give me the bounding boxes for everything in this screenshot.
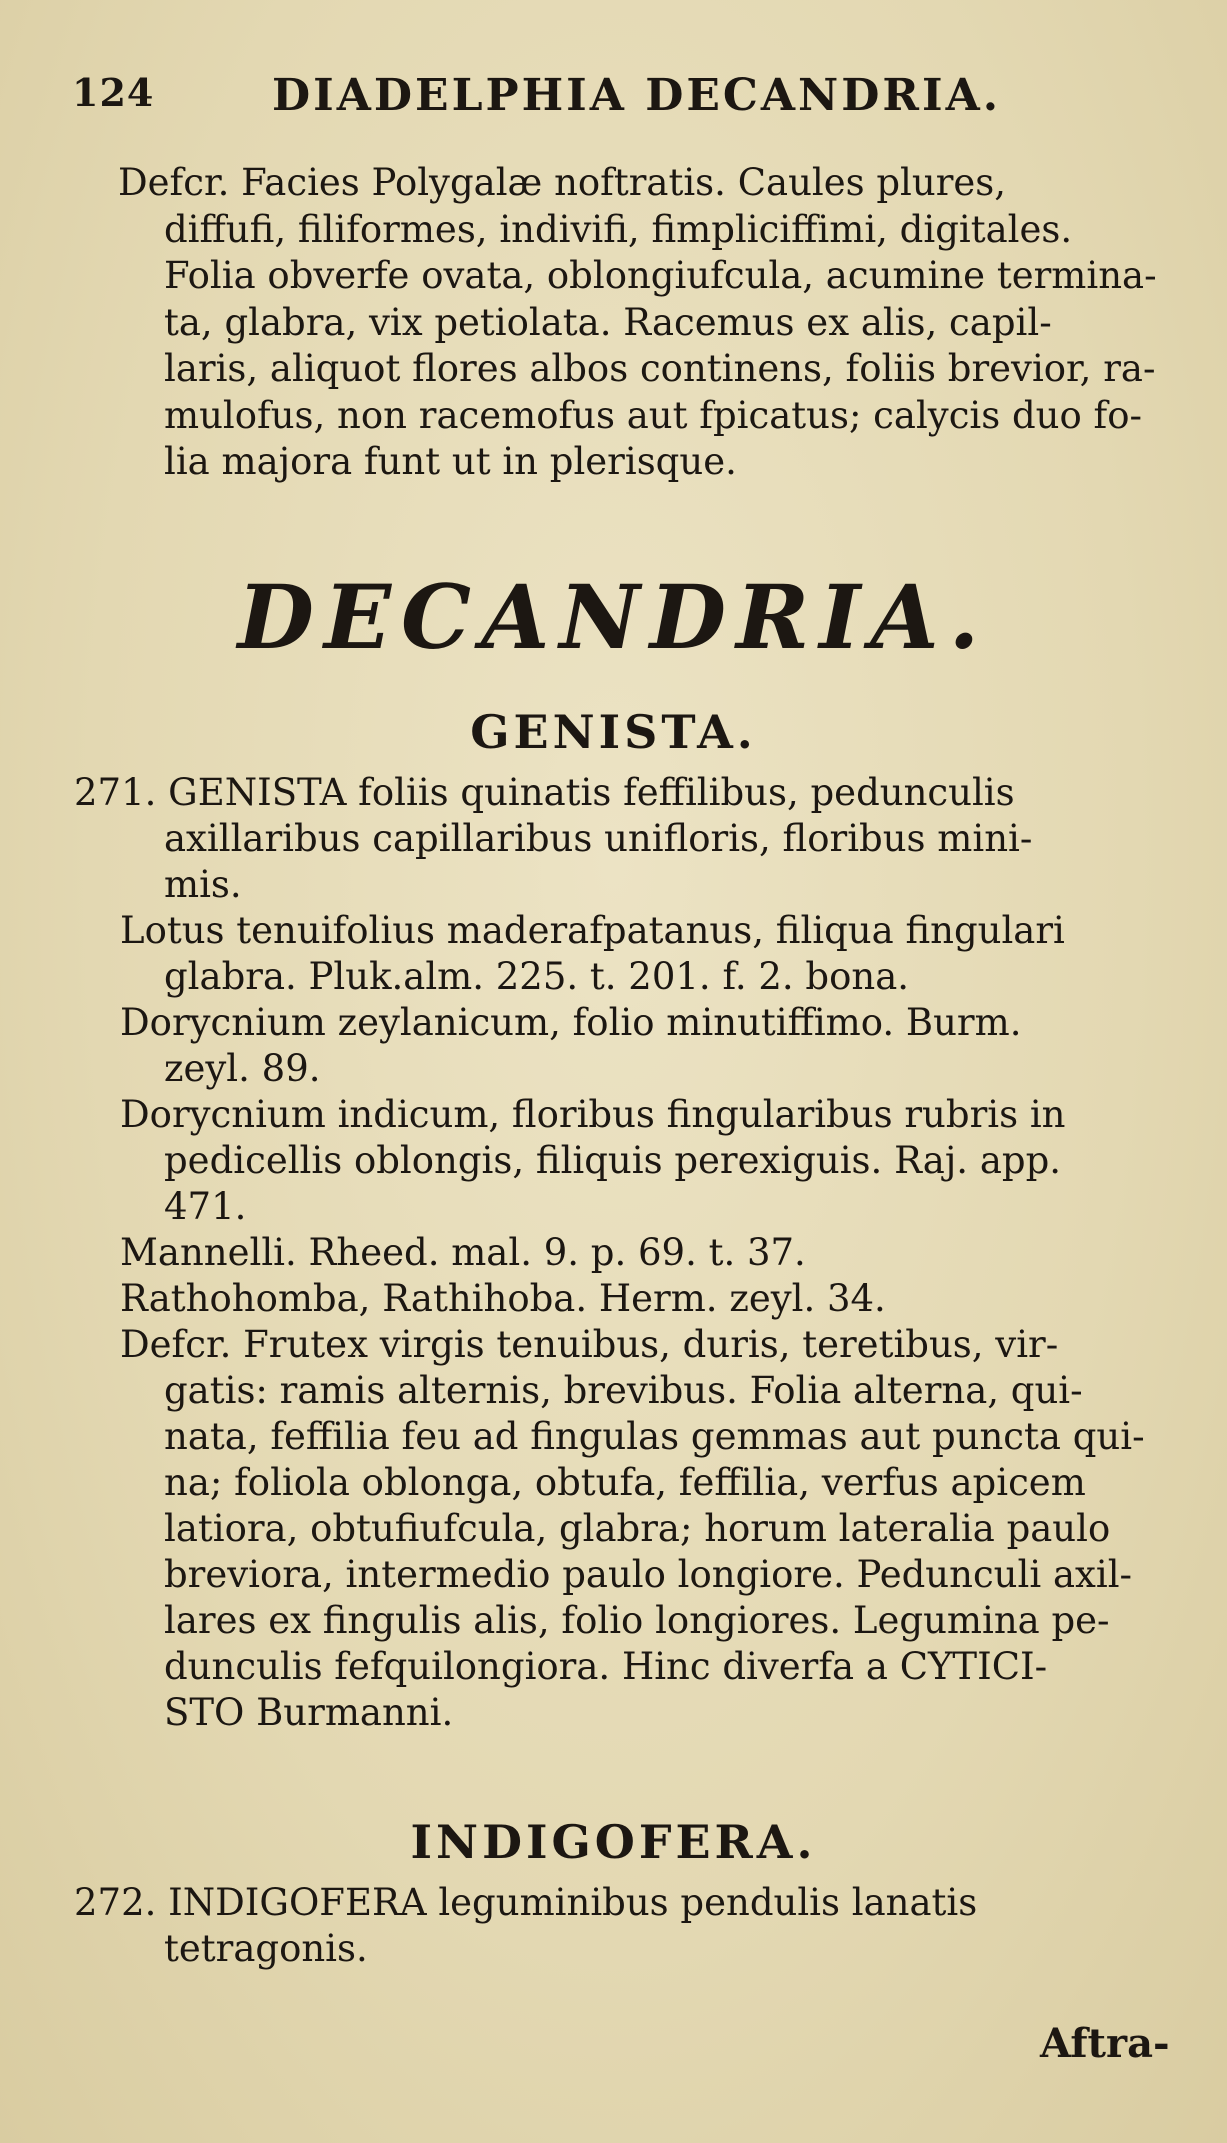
section-title: DECANDRIA. — [237, 565, 990, 669]
genus-heading: GENISTA. — [470, 705, 757, 759]
text-line: Defcr. Facies Polygalæ noftratis. Caules plures, — [118, 161, 1007, 204]
text-line: STO Burmanni. — [164, 1691, 454, 1734]
text-line: lia majora funt ut in plerisque. — [164, 440, 737, 483]
text-line: Lotus tenuifolius maderafpatanus, filiqua fingulari — [120, 909, 1065, 952]
text-line: 271. GENISTA foliis quinatis feffilibus, pedunculis — [74, 771, 1015, 814]
text-line: latiora, obtufiufcula, glabra; horum lateralia paulo — [164, 1507, 1111, 1550]
page-number: 124 — [72, 70, 155, 115]
text-line: Rathohomba, Rathihoba. Herm. zeyl. 34. — [120, 1277, 886, 1320]
text-line: dunculis fefquilongiora. Hinc diverfa a CYTICI- — [164, 1645, 1048, 1688]
text-line: Dorycnium zeylanicum, folio minutiffimo. Burm. — [120, 1001, 1022, 1044]
text-line: gatis: ramis alternis, brevibus. Folia alterna, qui- — [164, 1369, 1083, 1412]
text-line: Folia obverfe ovata, oblongiufcula, acumine termina- — [164, 254, 1157, 297]
text-line: lares ex fingulis alis, folio longiores. Legumina pe- — [164, 1599, 1110, 1642]
text-line: 272. INDIGOFERA leguminibus pendulis lanatis — [74, 1881, 978, 1924]
text-line: pedicellis oblongis, filiquis perexiguis. Raj. app. — [164, 1139, 1062, 1182]
catchword: Aftra- — [1040, 2020, 1170, 2067]
running-title: DIADELPHIA DECANDRIA. — [272, 70, 1002, 121]
text-line: na; foliola oblonga, obtufa, feffilia, verfus apicem — [164, 1461, 1086, 1504]
species-entry-271 — [74, 770, 1184, 1736]
text-line: axillaribus capillaribus unifloris, floribus mini- — [164, 817, 1033, 860]
text-line: mis. — [164, 863, 242, 906]
genus-heading: INDIGOFERA. — [410, 1815, 817, 1869]
text-line: nata, feffilia feu ad fingulas gemmas aut puncta qui- — [164, 1415, 1145, 1458]
description-paragraph — [118, 160, 1178, 486]
text-line: Dorycnium indicum, floribus fingularibus rubris in — [120, 1093, 1066, 1136]
text-line: glabra. Pluk.alm. 225. t. 201. f. 2. bona. — [164, 955, 910, 998]
text-line: diffufi, filiformes, indivifi, fimpliciffimi, digitales. — [164, 207, 1073, 251]
page-header — [72, 70, 1172, 130]
text-line: Mannelli. Rheed. mal. 9. p. 69. t. 37. — [120, 1231, 806, 1274]
text-line: Defcr. Frutex virgis tenuibus, duris, teretibus, vir- — [120, 1323, 1059, 1366]
text-line: laris, aliquot flores albos continens, foliis brevior, ra- — [164, 347, 1156, 390]
text-line: ta, glabra, vix petiolata. Racemus ex alis, capil- — [164, 300, 1052, 344]
text-line: breviora, intermedio paulo longiore. Pedunculi axil- — [164, 1553, 1133, 1596]
text-line: mulofus, non racemofus aut fpicatus; calycis duo fo- — [164, 393, 1143, 437]
text-line: 471. — [164, 1185, 247, 1228]
text-line: zeyl. 89. — [164, 1047, 321, 1090]
text-line: tetragonis. — [164, 1927, 368, 1970]
species-entry-272 — [74, 1880, 1184, 1972]
